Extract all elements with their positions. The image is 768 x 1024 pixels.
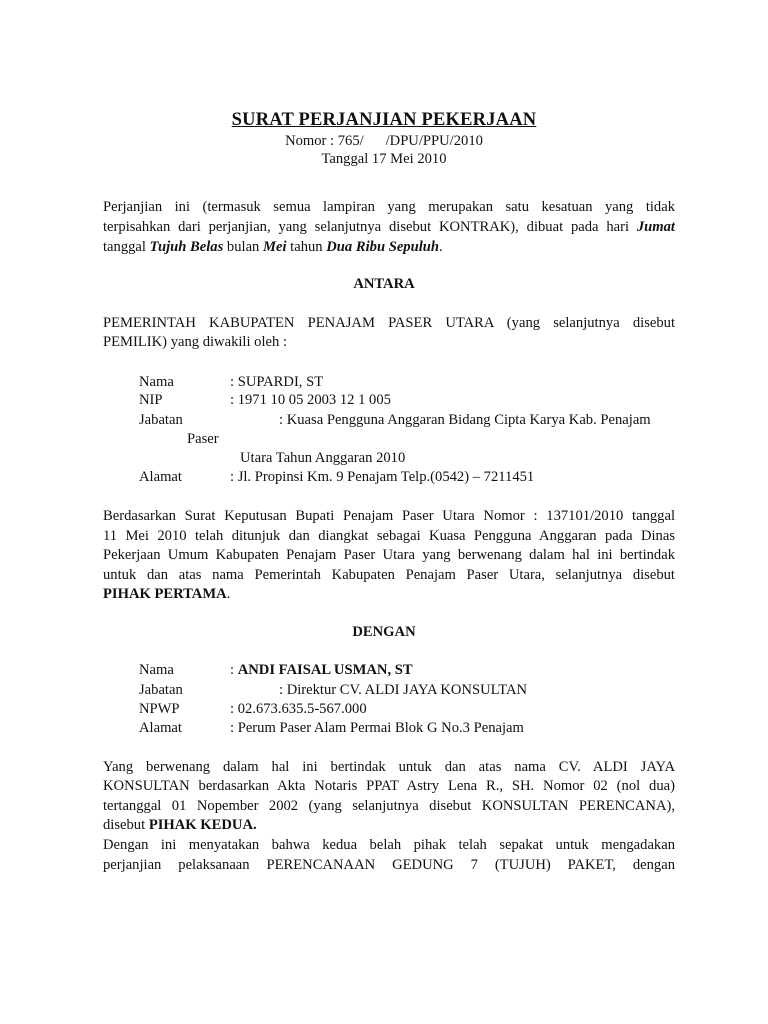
party1-alamat-value: : Jl. Propinsi Km. 9 Penajam Telp.(0542) – 7211451 bbox=[230, 469, 535, 485]
sk-line-3: Pekerjaan Umum Kabupaten Penajam Paser Utara yang berwenang dalam hal ini bertindak bbox=[103, 547, 675, 563]
sk-line-1: Berdasarkan Surat Keputusan Bupati Penajam Paser Utara Nomor : 137101/2010 tanggal bbox=[103, 508, 675, 524]
kedua-line-1: Yang berwenang dalam hal ini bertindak untuk dan atas nama CV. ALDI JAYA bbox=[103, 759, 675, 775]
sk-line-5: PIHAK PERTAMA. bbox=[103, 586, 231, 602]
party1-nama-value: : SUPARDI, ST bbox=[230, 374, 324, 390]
party2-jabatan-label: Jabatan bbox=[139, 682, 183, 698]
party2-nama-label: Nama bbox=[139, 662, 174, 678]
kedua-line-3: tertanggal 01 Nopember 2002 (yang selanjutnya disebut KONSULTAN PERENCANA), bbox=[103, 798, 675, 814]
intro-line-1: Perjanjian ini (termasuk semua lampiran yang merupakan satu kesatuan yang tidak bbox=[103, 199, 675, 215]
party1-alamat-label: Alamat bbox=[139, 469, 182, 485]
intro-line-3: tanggal Tujuh Belas bulan Mei tahun Dua Ribu Sepuluh. bbox=[103, 239, 443, 255]
document-date: Tanggal 17 Mei 2010 bbox=[321, 151, 447, 167]
party1-nip-label: NIP bbox=[139, 392, 163, 408]
section-heading-antara: ANTARA bbox=[353, 276, 415, 292]
section-heading-dengan: DENGAN bbox=[352, 624, 416, 640]
kedua-line-2: KONSULTAN berdasarkan Akta Notaris PPAT Astry Lena R., SH. Nomor 02 (nol dua) bbox=[103, 778, 675, 794]
party2-npwp-label: NPWP bbox=[139, 701, 180, 717]
party2-alamat-label: Alamat bbox=[139, 720, 182, 736]
intro-line-2: terpisahkan dari perjanjian, yang selanjutnya disebut KONTRAK), dibuat pada hari Jumat bbox=[103, 219, 675, 235]
party2-nama-value: : ANDI FAISAL USMAN, ST bbox=[230, 662, 413, 678]
party1-nip-value: : 1971 10 05 2003 12 1 005 bbox=[230, 392, 391, 408]
document-number: Nomor : 765/ /DPU/PPU/2010 bbox=[285, 133, 483, 149]
party1-nama-label: Nama bbox=[139, 374, 174, 390]
sk-line-2: 11 Mei 2010 telah ditunjuk dan diangkat sebagai Kuasa Pengguna Anggaran pada Dinas bbox=[103, 528, 675, 544]
party2-alamat-value: : Perum Paser Alam Permai Blok G No.3 Penajam bbox=[230, 720, 524, 736]
document-title: SURAT PERJANJIAN PEKERJAAN bbox=[231, 110, 537, 130]
party2-jabatan-value: : Direktur CV. ALDI JAYA KONSULTAN bbox=[279, 682, 528, 698]
party1-jabatan-wrap: Paser bbox=[187, 431, 219, 447]
pemilik-line-2: PEMILIK) yang diwakili oleh : bbox=[103, 334, 288, 350]
party1-jabatan-value-2: Utara Tahun Anggaran 2010 bbox=[240, 450, 406, 466]
pemilik-line-1: PEMERINTAH KABUPATEN PENAJAM PASER UTARA (yang selanjutnya disebut bbox=[103, 315, 675, 331]
party2-npwp-value: : 02.673.635.5-567.000 bbox=[230, 701, 367, 717]
party1-jabatan-value-1: : Kuasa Pengguna Anggaran Bidang Cipta Karya Kab. Penajam bbox=[279, 412, 651, 428]
sk-line-4: untuk dan atas nama Pemerintah Kabupaten Penajam Paser Utara, selanjutnya disebut bbox=[103, 567, 675, 583]
closing-line-1: Dengan ini menyatakan bahwa kedua belah pihak telah sepakat untuk mengadakan bbox=[103, 837, 675, 853]
kedua-line-4: disebut PIHAK KEDUA. bbox=[103, 817, 257, 833]
closing-line-2: perjanjian pelaksanaan PERENCANAAN GEDUNG 7 (TUJUH) PAKET, dengan bbox=[103, 857, 675, 873]
party1-jabatan-label: Jabatan bbox=[139, 412, 183, 428]
